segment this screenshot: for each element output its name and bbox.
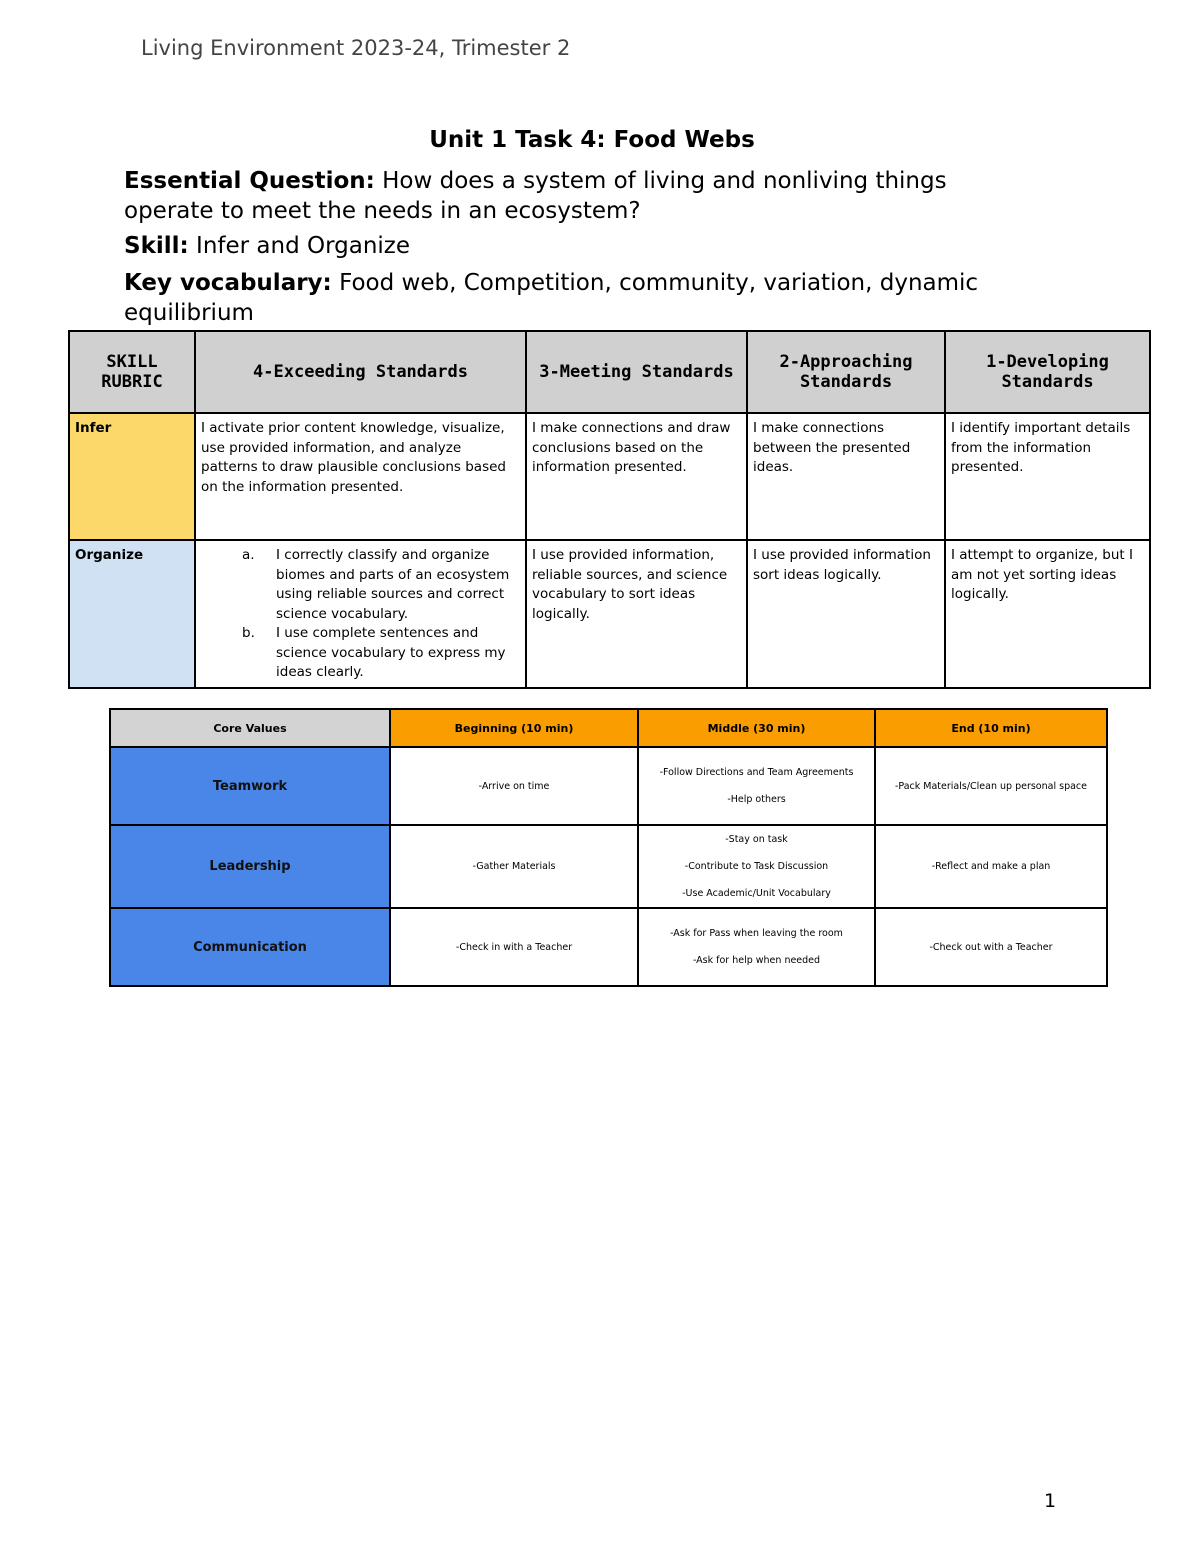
rubric-cell: I use provided information, reliable sources, and science vocabulary to sort ideas logically. [526,540,747,688]
core-item: -Gather Materials [472,861,556,872]
core-item: -Stay on task [725,834,788,845]
rubric-header-meeting: 3-Meeting Standards [526,331,747,413]
list-item [242,546,521,624]
list-item-text: I correctly classify and organize biomes and parts of an ecosystem using reliable sources and correct science vocabulary. [276,547,510,622]
essential-question [124,166,1024,226]
rubric-cell: I attempt to organize, but I am not yet sorting ideas logically. [945,540,1150,688]
rubric-cell: I use provided information sort ideas logically. [747,540,945,688]
core-item: -Pack Materials/Clean up personal space [894,780,1087,792]
rubric-skill-organize: Organize [69,540,195,688]
essential-question-label: Essential Question: [124,168,375,194]
core-values-table [109,708,1108,987]
core-item: -Check in with a Teacher [455,941,573,953]
core-item: -Check out with a Teacher [929,941,1053,953]
core-cell [390,908,638,986]
core-item: -Follow Directions and Team Agreements [659,767,854,778]
core-item: -Arrive on time [478,780,550,792]
rubric-row-organize [69,540,1150,688]
skill-label: Skill: [124,233,189,259]
rubric-header-approaching: 2-Approaching Standards [747,331,945,413]
beginning-header: Beginning (10 min) [390,709,638,747]
key-vocabulary [124,268,1024,328]
exceeding-list [201,546,521,683]
document-header: Living Environment 2023-24, Trimester 2 [141,36,571,60]
rubric-cell [195,540,526,688]
core-item: -Help others [727,794,786,805]
end-header: End (10 min) [875,709,1107,747]
core-values-header-row [110,709,1107,747]
list-item-text: I use complete sentences and science vocabulary to express my ideas clearly. [276,625,506,680]
core-cell [390,747,638,825]
skill-line [124,231,1024,261]
list-marker: b. [242,625,255,641]
core-item: -Contribute to Task Discussion [684,861,829,872]
key-vocabulary-text: Food web, Competition, community, variation, dynamic equilibrium [124,270,979,326]
core-value-leadership: Leadership [110,825,390,908]
core-values-header: Core Values [110,709,390,747]
rubric-header-skill: SKILL RUBRIC [69,331,195,413]
core-item: -Use Academic/Unit Vocabulary [682,888,831,899]
page-number: 1 [1044,1490,1057,1512]
skill-rubric-table [68,330,1151,689]
core-cell [638,747,875,825]
core-row-communication [110,908,1107,986]
core-cell [638,825,875,908]
core-value-teamwork: Teamwork [110,747,390,825]
rubric-header-exceeding: 4-Exceeding Standards [195,331,526,413]
rubric-cell: I identify important details from the information presented. [945,413,1150,540]
key-vocabulary-label: Key vocabulary: [124,270,332,296]
core-cell [638,908,875,986]
rubric-skill-infer: Infer [69,413,195,540]
core-item: -Ask for Pass when leaving the room [670,928,843,939]
core-cell [875,825,1107,908]
core-cell [390,825,638,908]
core-row-leadership [110,825,1107,908]
middle-header: Middle (30 min) [638,709,875,747]
core-item: -Ask for help when needed [692,955,821,966]
rubric-row-infer [69,413,1150,540]
page-title: Unit 1 Task 4: Food Webs [429,127,755,153]
rubric-header-developing: 1-Developing Standards [945,331,1150,413]
list-marker: a. [242,547,255,563]
rubric-cell: I activate prior content knowledge, visualize, use provided information, and analyze patterns to draw plausible conclusions based on the information presented. [195,413,526,540]
essential-question-text: How does a system of living and nonliving things operate to meet the needs in an ecosystem? [124,168,947,224]
core-cell [875,747,1107,825]
rubric-header-row [69,331,1150,413]
rubric-cell: I make connections between the presented ideas. [747,413,945,540]
core-value-communication: Communication [110,908,390,986]
rubric-cell: I make connections and draw conclusions based on the information presented. [526,413,747,540]
core-cell [875,908,1107,986]
list-item [242,624,521,683]
skill-text: Infer and Organize [196,233,411,259]
core-item: -Reflect and make a plan [931,861,1051,872]
core-row-teamwork [110,747,1107,825]
